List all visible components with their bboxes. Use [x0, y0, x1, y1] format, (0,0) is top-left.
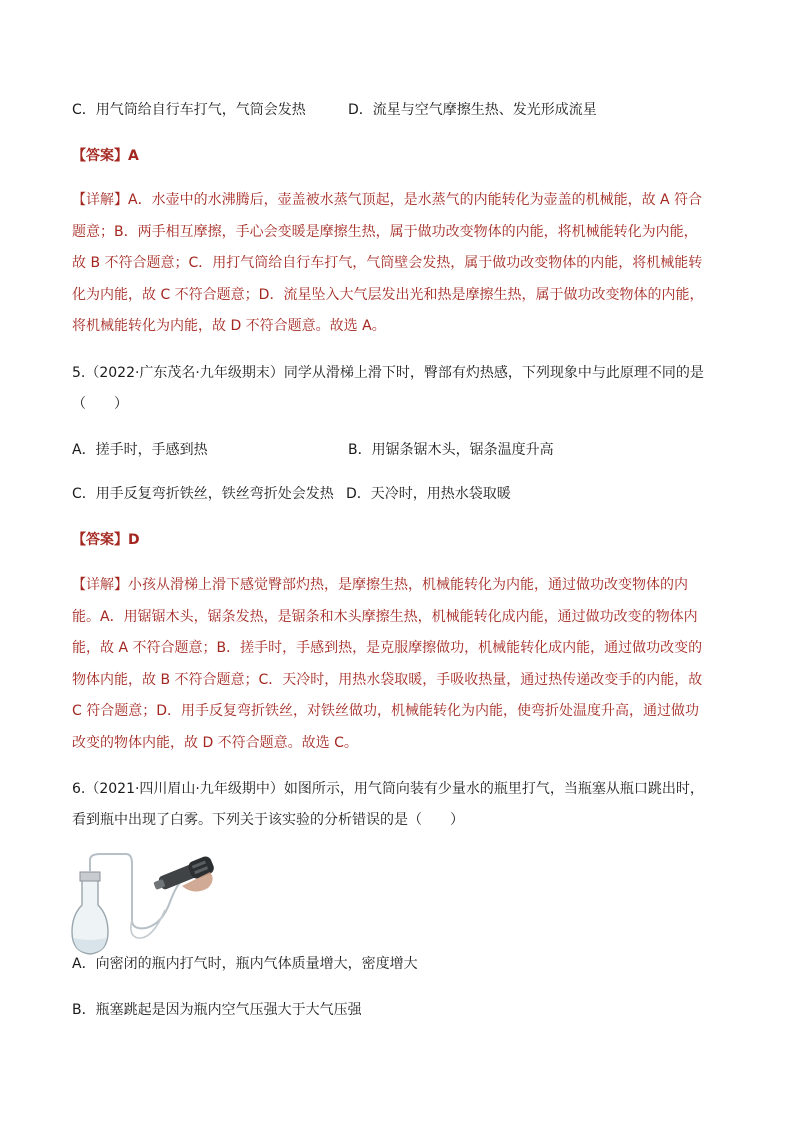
q5-answer: 【答案】D: [72, 532, 140, 548]
stopper-icon: [80, 872, 100, 881]
q5-stem: [72, 358, 737, 420]
q4-option-d: D．流星与空气摩擦生热、发光形成流星: [348, 102, 597, 118]
q4-detail-line: 故 B 不符合题意；C．用打气筒给自行车打气，气筒壁会发热，属于做功改变物体的内能，将机械能转: [72, 255, 703, 271]
q5-detail-line: 能，故 A 不符合题意；B．搓手时，手感到热，是克服摩擦做功，机械能转化成内能，通过做功改变的: [72, 640, 703, 656]
q5-detail-line: 能。A．用锯锯木头，锯条发热，是锯条和木头摩擦生热，机械能转化成内能，通过做功改变的物体内: [72, 608, 698, 625]
tube-loop: [131, 910, 165, 938]
q5-option-b: B．用锯条锯木头，锯条温度升高: [348, 442, 554, 458]
water-level: [74, 938, 106, 953]
q5-stem-line: （ ）: [72, 396, 128, 412]
q6-stem-line: 6.（2021·四川眉山·九年级期中）如图所示，用气筒向装有少量水的瓶里打气，当瓶塞从瓶口跳出时，: [72, 781, 704, 797]
q5-option-a: A．搓手时，手感到热: [72, 442, 208, 458]
q6-stem-line: 看到瓶中出现了白雾。下列关于该实验的分析错误的是（ ）: [72, 812, 464, 828]
q5-detail-line: 改变的物体内能，故 D 不符合题意。故选 C。: [72, 734, 358, 751]
q4-option-c: C．用气筒给自行车打气，气筒会发热: [72, 102, 306, 118]
q4-detail-line: 将机械能转化为内能，故 D 不符合题意。故选 A。: [72, 318, 386, 334]
q5-detail-line: C 符合题意；D．用手反复弯折铁丝，对铁丝做功，机械能转化为内能，使弯折处温度升高，通过做功: [72, 703, 700, 719]
flask-pump-figure: [70, 850, 220, 960]
q4-detail-line: 化为内能，故 C 不符合题意；D．流星坠入大气层发出光和热是摩擦生热，属于做功改变物体的内能，: [72, 286, 704, 303]
q4-answer: 【答案】A: [72, 148, 139, 164]
q5-detail: [72, 570, 737, 759]
q5-detail-line: 【详解】小孩从滑梯上滑下感觉臀部灼热，是摩擦生热，机械能转化为内能，通过做功改变物体的内: [72, 577, 688, 593]
q4-detail-line: 题意；B．两手相互摩擦，手心会变暖是摩擦生热，属于做功改变物体的内能，将机械能转化为内能，: [72, 223, 698, 240]
q5-stem-line: 5.（2022·广东茂名·九年级期末）同学从滑梯上滑下时，臀部有灼热感，下列现象中与此原理不同的是: [72, 365, 704, 381]
q6-stem: [72, 774, 737, 836]
q6-option-a: A．向密闭的瓶内打气时，瓶内气体质量增大，密度增大: [72, 956, 418, 972]
q6-option-b: B．瓶塞跳起是因为瓶内空气压强大于大气压强: [72, 1002, 362, 1018]
q5-option-c: C．用手反复弯折铁丝，铁丝弯折处会发热: [72, 486, 334, 502]
q4-detail-line: 【详解】A．水壶中的水沸腾后，壶盖被水蒸气顶起，是水蒸气的内能转化为壶盖的机械能，故 A 符合: [72, 192, 703, 208]
q4-detail: [72, 185, 737, 343]
q5-detail-line: 物体内能，故 B 不符合题意；C．天冷时，用热水袋取暖，手吸收热量，通过热传递改变手的内能，故: [72, 671, 703, 688]
q5-option-d: D．天冷时，用热水袋取暖: [346, 486, 511, 502]
